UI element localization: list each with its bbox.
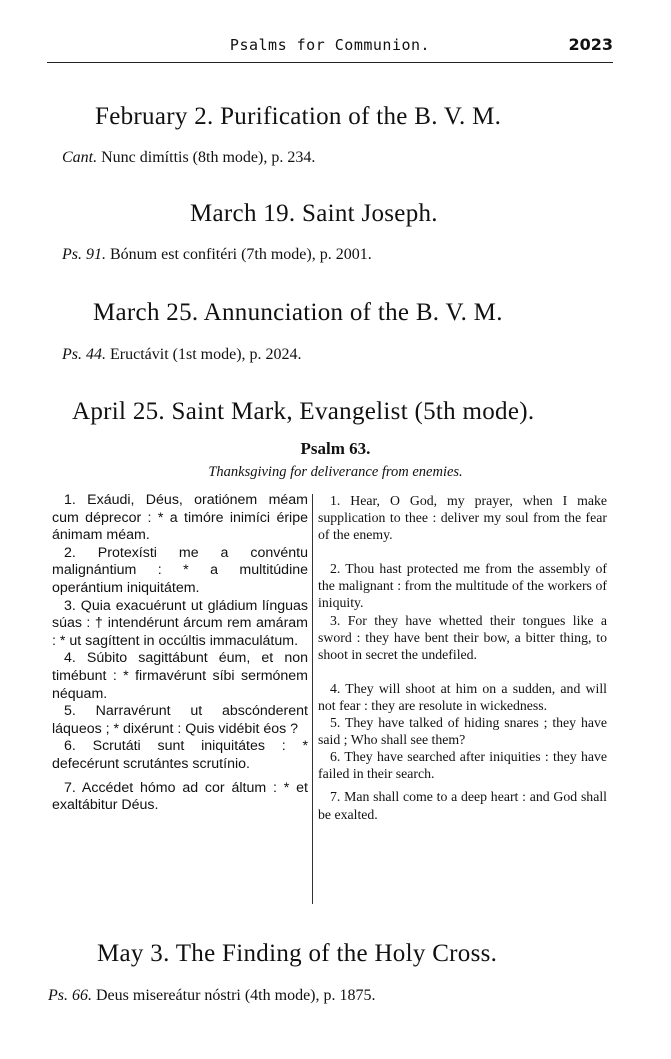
english-verse: 2. Thou hast protected me from the assembly of the malignant : from the multitude of the workers of iniquity. <box>318 561 607 611</box>
english-verse: 6. They have searched after iniquities : they have failed in their search. <box>318 749 607 782</box>
page-header <box>47 36 613 63</box>
latin-column <box>52 492 308 815</box>
latin-verse: 3. Quia exacuérunt ut gládium línguas súas : † intendérunt árcum rem amáram : * ut sagíttent in occúltis immaculátum. <box>52 597 308 649</box>
reference-book: Ps. 44. <box>62 346 106 363</box>
feast-reference-finding-holy-cross <box>48 987 376 1005</box>
latin-verse: 5. Narravérunt ut abscónderent láqueos ; * dixérunt : Quis vidébit éos ? <box>52 703 308 737</box>
feast-title-finding-holy-cross: May 3. The Finding of the Holy Cross. <box>97 940 498 967</box>
reference-book: Cant. <box>62 149 98 166</box>
feast-reference-annunciation <box>62 346 302 364</box>
latin-verse: 4. Súbito sagittábunt éum, et non timébunt : * firmavérunt síbi sermónem néquam. <box>52 650 308 702</box>
english-verse: 1. Hear, O God, my prayer, when I make supplication to thee : deliver my soul from the fear of the enemy. <box>318 493 607 543</box>
feast-reference-saint-joseph <box>62 246 372 264</box>
latin-verse: 6. Scrutáti sunt iniquitátes : * defecérunt scrutántes scrutínio. <box>52 738 308 772</box>
latin-verse: 1. Exáudi, Déus, oratiónem méam cum déprecor : * a timóre inimíci éripe ánimam méam. <box>52 492 308 544</box>
english-verse: 7. Man shall come to a deep heart : and God shall be exalted. <box>318 789 607 822</box>
running-title: Psalms for Communion. <box>229 36 431 54</box>
feast-title-annunciation: March 25. Annunciation of the B. V. M. <box>93 299 503 326</box>
reference-text: Deus misereátur nóstri (4th mode), p. 1875. <box>92 987 376 1004</box>
latin-verse: 7. Accédet hómo ad cor áltum : * et exaltábitur Déus. <box>52 779 308 814</box>
reference-book: Ps. 91. <box>62 246 106 263</box>
column-divider <box>312 494 313 904</box>
english-verse: 5. They have talked of hiding snares ; they have said ; Who shall see them? <box>318 715 607 748</box>
reference-text: Nunc dimíttis (8th mode), p. 234. <box>97 149 316 166</box>
page-number: 2023 <box>568 35 613 54</box>
english-verse: 3. For they have whetted their tongues like a sword : they have bent their bow, a bitter thing, to shoot in secret the undefiled. <box>318 612 607 662</box>
latin-verse: 2. Protexísti me a convéntu malignántium : * a multitúdine operántium iniquitátem. <box>52 544 308 596</box>
feast-title-purification: February 2. Purification of the B. V. M. <box>95 103 502 130</box>
reference-text: Bónum est confitéri (7th mode), p. 2001. <box>106 246 372 263</box>
reference-book: Ps. 66. <box>48 987 92 1004</box>
english-verse: 4. They will shoot at him on a sudden, and will not fear : they are resolute in wickedness. <box>318 680 607 713</box>
feast-title-saint-mark: April 25. Saint Mark, Evangelist (5th mode). <box>72 398 535 425</box>
feast-reference-purification <box>62 149 315 167</box>
feast-title-saint-joseph: March 19. Saint Joseph. <box>190 200 438 227</box>
psalm-title: Psalm 63. <box>300 439 371 458</box>
reference-text: Eructávit (1st mode), p. 2024. <box>106 346 302 363</box>
psalm-subtitle: Thanksgiving for deliverance from enemies. <box>208 464 463 480</box>
english-column <box>318 492 607 823</box>
